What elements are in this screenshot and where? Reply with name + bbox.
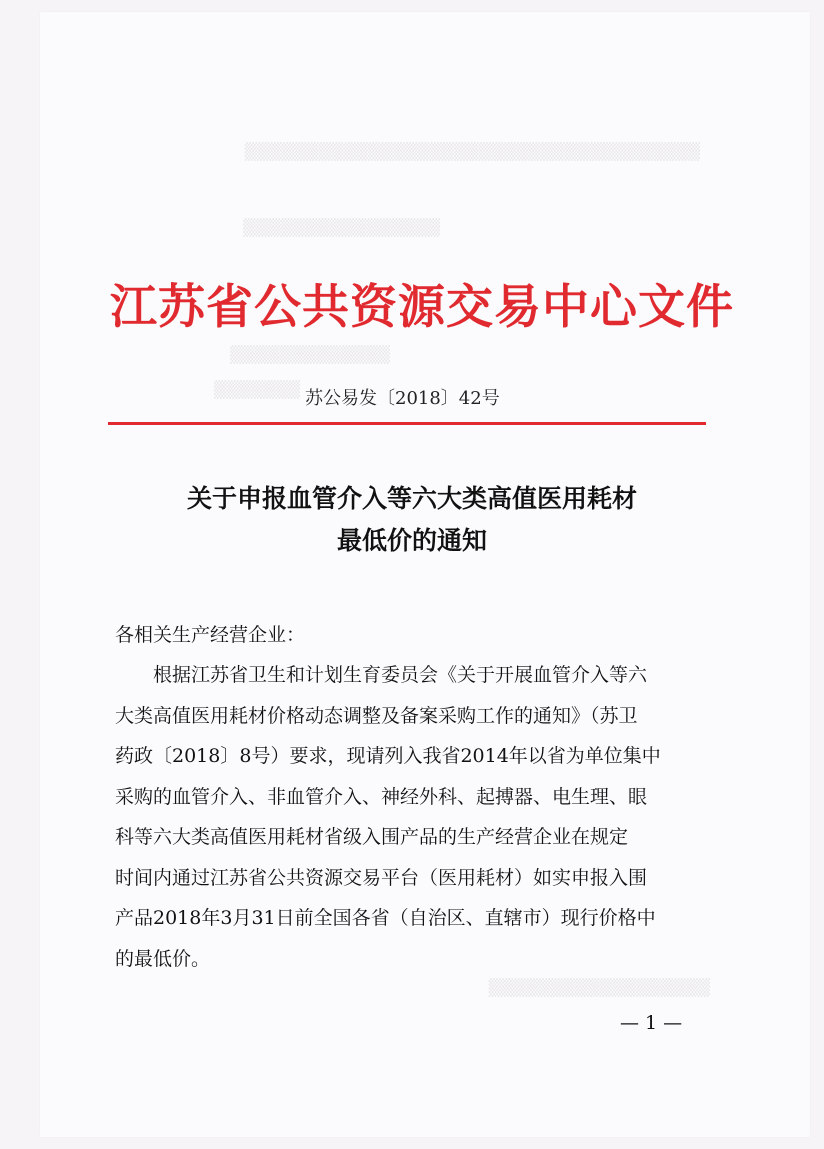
body-line: 产品2018年3月31日前全国各省（自治区、直辖市）现行价格中 <box>115 907 656 929</box>
document-number: 苏公易发〔2018〕42号 <box>305 388 500 409</box>
bleed-through-artifact: ▒▒▒▒▒▒▒▒▒▒▒▒▒▒▒▒▒▒▒▒▒▒▒▒▒▒▒▒▒▒▒▒▒▒▒▒▒ <box>244 142 700 161</box>
body-paragraph <box>115 655 715 979</box>
body-line: 根据江苏省卫生和计划生育委员会《关于开展血管介入等六 <box>153 664 648 686</box>
document-title <box>100 478 724 562</box>
page-number: — 1 — <box>620 1012 683 1034</box>
bleed-through-artifact: ▒▒▒▒▒▒▒▒▒▒▒▒▒▒▒▒ <box>243 218 440 237</box>
document-title-line-2: 最低价的通知 <box>336 526 487 555</box>
bleed-through-artifact: ▒▒▒▒▒▒▒ <box>213 380 300 399</box>
body-line: 采购的血管介入、非血管介入、神经外科、起搏器、电生理、眼 <box>115 785 648 808</box>
bleed-through-artifact: ▒▒▒▒▒▒▒▒▒▒▒▒▒▒▒▒▒▒ <box>488 978 710 997</box>
bleed-through-artifact: ▒▒▒▒▒▒▒▒▒▒▒▒▒ <box>230 345 390 364</box>
body-line: 的最低价。 <box>115 947 211 970</box>
body-line: 时间内通过江苏省公共资源交易平台（医用耗材）如实申报入围 <box>115 866 648 889</box>
red-divider-line <box>108 422 706 425</box>
document-title-line-1: 关于申报血管介入等六大类高值医用耗材 <box>186 484 637 513</box>
body-line: 药政〔2018〕8号）要求，现请列入我省2014年以省为单位集中 <box>115 745 661 767</box>
body-line: 大类高值医用耗材价格动态调整及备案采购工作的通知》（苏卫 <box>115 704 638 727</box>
salutation: 各相关生产经营企业： <box>115 624 306 646</box>
org-header-title: 江苏省公共资源交易中心文件 <box>110 280 734 335</box>
body-line: 科等六大类高值医用耗材省级入围产品的生产经营企业在规定 <box>115 826 629 848</box>
